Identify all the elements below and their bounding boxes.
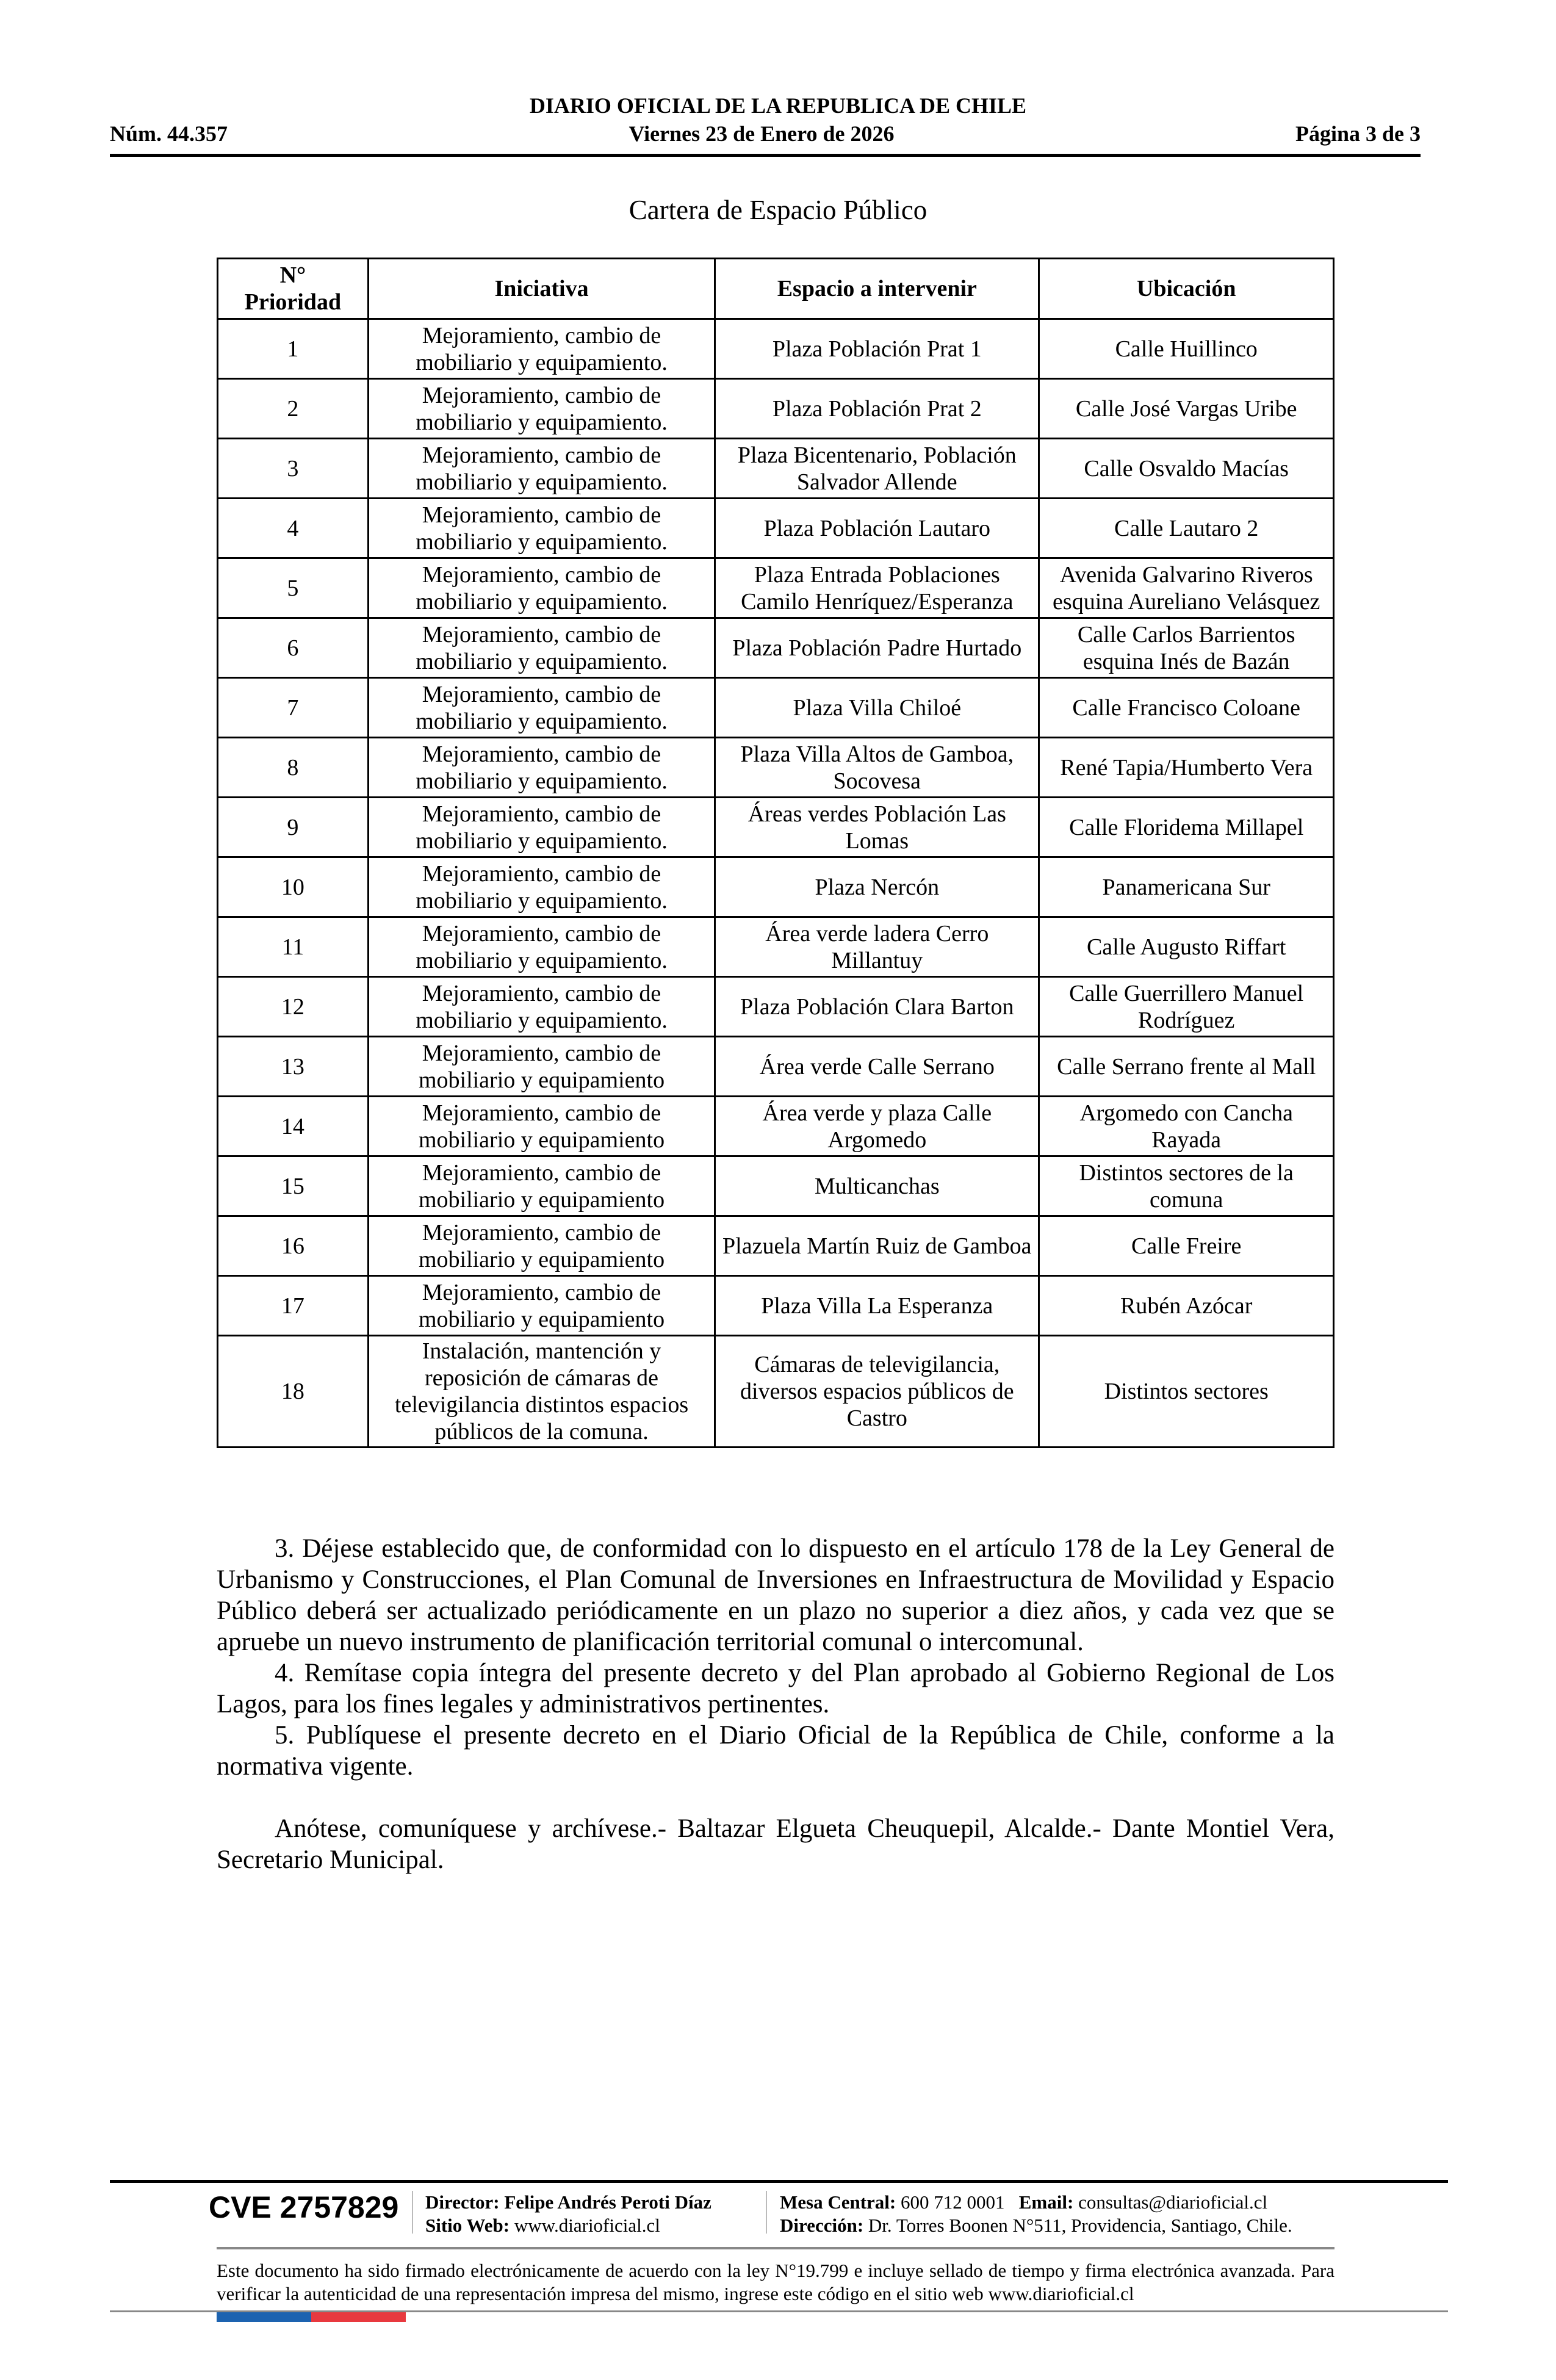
space-cell: Plaza Población Prat 1: [715, 319, 1039, 379]
initiative-cell: Mejoramiento, cambio de mobiliario y equipamiento.: [368, 798, 715, 857]
space-cell: Plaza Villa Altos de Gamboa, Socovesa: [715, 738, 1039, 798]
location-cell: Calle Francisco Coloane: [1039, 678, 1334, 738]
space-cell: Plaza Nercón: [715, 857, 1039, 917]
table-row: [218, 379, 1334, 439]
space-cell: Plaza Población Prat 2: [715, 379, 1039, 439]
initiative-cell: Mejoramiento, cambio de mobiliario y equipamiento: [368, 1156, 715, 1216]
address: Dr. Torres Boonen N°511, Providencia, Santiago, Chile.: [868, 2215, 1292, 2236]
initiative-cell: Mejoramiento, cambio de mobiliario y equipamiento.: [368, 977, 715, 1037]
space-cell: Plazuela Martín Ruiz de Gamboa: [715, 1216, 1039, 1276]
initiative-cell: Mejoramiento, cambio de mobiliario y equipamiento.: [368, 319, 715, 379]
paragraph-5: 5. Publíquese el presente decreto en el Diario Oficial de la República de Chile, conforme a la normativa vigente.: [217, 1721, 1334, 1781]
issue-number: Núm. 44.357: [110, 121, 228, 146]
table-row: [218, 1037, 1334, 1097]
web-link[interactable]: www.diarioficial.cl: [514, 2215, 660, 2236]
space-cell: Plaza Villa La Esperanza: [715, 1276, 1039, 1336]
location-cell: Rubén Azócar: [1039, 1276, 1334, 1336]
email-label: Email:: [1018, 2191, 1074, 2213]
space-cell: Plaza Villa Chiloé: [715, 678, 1039, 738]
space-cell: Área verde y plaza Calle Argomedo: [715, 1097, 1039, 1156]
space-cell: Multicanchas: [715, 1156, 1039, 1216]
space-cell: Cámaras de televigilancia, diversos espacios públicos de Castro: [715, 1336, 1039, 1448]
location-cell: Calle Carlos Barrientos esquina Inés de Bazán: [1039, 618, 1334, 678]
issue-date: Viernes 23 de Enero de 2026: [629, 121, 895, 146]
priority-cell: 17: [218, 1276, 369, 1336]
col-initiative: Iniciativa: [368, 259, 715, 319]
priority-cell: 13: [218, 1037, 369, 1097]
table-row: [218, 917, 1334, 977]
priority-cell: 14: [218, 1097, 369, 1156]
location-cell: Calle Lautaro 2: [1039, 499, 1334, 558]
legal-notice: Este documento ha sido firmado electrónicamente de acuerdo con la ley N°19.799 e incluye sellado de tiempo y firma electrónica avanzada. Para verificar la autenticidad de una representación impresa del mismo, ingrese este código en el sitio web www.diarioficial.cl: [217, 2260, 1334, 2304]
location-cell: Calle Huillinco: [1039, 319, 1334, 379]
initiative-cell: Mejoramiento, cambio de mobiliario y equipamiento: [368, 1216, 715, 1276]
location-cell: Distintos sectores de la comuna: [1039, 1156, 1334, 1216]
initiative-cell: Instalación, mantención y reposición de cámaras de televigilancia distintos espacios públicos de la comuna.: [368, 1336, 715, 1448]
director-label: Director:: [425, 2191, 500, 2213]
location-cell: Calle Osvaldo Macías: [1039, 439, 1334, 499]
initiative-cell: Mejoramiento, cambio de mobiliario y equipamiento.: [368, 917, 715, 977]
table-row: [218, 618, 1334, 678]
location-cell: Calle José Vargas Uribe: [1039, 379, 1334, 439]
initiative-cell: Mejoramiento, cambio de mobiliario y equipamiento.: [368, 439, 715, 499]
table-row: [218, 1336, 1334, 1448]
table-row: [218, 798, 1334, 857]
footer-director-block: [425, 2191, 711, 2237]
priority-cell: 15: [218, 1156, 369, 1216]
cve-code: CVE 2757829: [209, 2190, 399, 2224]
col-location: Ubicación: [1039, 259, 1334, 319]
space-cell: Plaza Población Padre Hurtado: [715, 618, 1039, 678]
initiative-cell: Mejoramiento, cambio de mobiliario y equipamiento: [368, 1097, 715, 1156]
table-row: [218, 1097, 1334, 1156]
location-cell: Calle Floridema Millapel: [1039, 798, 1334, 857]
email-link[interactable]: consultas@diarioficial.cl: [1078, 2191, 1268, 2213]
priority-cell: 5: [218, 558, 369, 618]
director-name: Felipe Andrés Peroti Díaz: [504, 2191, 711, 2213]
table-header-row: [218, 259, 1334, 319]
table-row: [218, 499, 1334, 558]
table-row: [218, 1156, 1334, 1216]
space-cell: Área verde ladera Cerro Millantuy: [715, 917, 1039, 977]
location-cell: Calle Serrano frente al Mall: [1039, 1037, 1334, 1097]
space-cell: Plaza Población Lautaro: [715, 499, 1039, 558]
initiative-cell: Mejoramiento, cambio de mobiliario y equipamiento.: [368, 379, 715, 439]
initiative-cell: Mejoramiento, cambio de mobiliario y equipamiento.: [368, 499, 715, 558]
priority-cell: 3: [218, 439, 369, 499]
location-cell: Calle Freire: [1039, 1216, 1334, 1276]
decree-text: [217, 1533, 1334, 1875]
priority-cell: 2: [218, 379, 369, 439]
paragraph-4: 4. Remítase copia íntegra del presente decreto y del Plan aprobado al Gobierno Regional de Los Lagos, para los fines legales y administrativos pertinentes.: [217, 1659, 1334, 1718]
priority-cell: 10: [218, 857, 369, 917]
initiative-cell: Mejoramiento, cambio de mobiliario y equipamiento.: [368, 618, 715, 678]
location-cell: Avenida Galvarino Riveros esquina Aureliano Velásquez: [1039, 558, 1334, 618]
space-cell: Áreas verdes Población Las Lomas: [715, 798, 1039, 857]
location-cell: Calle Augusto Riffart: [1039, 917, 1334, 977]
initiative-cell: Mejoramiento, cambio de mobiliario y equipamiento: [368, 1037, 715, 1097]
col-priority: N° Prioridad: [218, 259, 369, 319]
priority-cell: 6: [218, 618, 369, 678]
header-row: [110, 121, 1421, 146]
footer-separator: [412, 2191, 413, 2234]
priority-cell: 7: [218, 678, 369, 738]
initiative-cell: Mejoramiento, cambio de mobiliario y equipamiento.: [368, 857, 715, 917]
location-cell: Argomedo con Cancha Rayada: [1039, 1097, 1334, 1156]
table-row: [218, 1276, 1334, 1336]
priority-cell: 12: [218, 977, 369, 1037]
flag-red-bar: [311, 2312, 406, 2322]
priority-cell: 8: [218, 738, 369, 798]
table-row: [218, 558, 1334, 618]
table-row: [218, 738, 1334, 798]
mesa-label: Mesa Central:: [780, 2191, 896, 2213]
address-label: Dirección:: [780, 2215, 864, 2236]
location-cell: René Tapia/Humberto Vera: [1039, 738, 1334, 798]
priority-cell: 1: [218, 319, 369, 379]
footer-divider: [110, 2180, 1448, 2183]
footer-divider-2: [217, 2247, 1334, 2249]
table-row: [218, 1216, 1334, 1276]
table-row: [218, 678, 1334, 738]
projects-table: [217, 258, 1334, 1448]
location-cell: Panamericana Sur: [1039, 857, 1334, 917]
priority-cell: 9: [218, 798, 369, 857]
section-title: Cartera de Espacio Público: [629, 195, 927, 225]
priority-cell: 16: [218, 1216, 369, 1276]
initiative-cell: Mejoramiento, cambio de mobiliario y equipamiento.: [368, 738, 715, 798]
space-cell: Plaza Bicentenario, Población Salvador Allende: [715, 439, 1039, 499]
table-row: [218, 977, 1334, 1037]
web-label: Sitio Web:: [425, 2215, 510, 2236]
table-body: [218, 319, 1334, 1448]
signature-paragraph: Anótese, comuníquese y archívese.- Baltazar Elgueta Cheuquepil, Alcalde.- Dante Montiel Vera, Secretario Municipal.: [217, 1814, 1334, 1874]
footer-separator: [766, 2191, 767, 2234]
table-row: [218, 857, 1334, 917]
space-cell: Plaza Población Clara Barton: [715, 977, 1039, 1037]
flag-blue-bar: [217, 2312, 311, 2322]
page-number: Página 3 de 3: [1295, 121, 1421, 146]
location-cell: Calle Guerrillero Manuel Rodríguez: [1039, 977, 1334, 1037]
initiative-cell: Mejoramiento, cambio de mobiliario y equipamiento: [368, 1276, 715, 1336]
initiative-cell: Mejoramiento, cambio de mobiliario y equipamiento.: [368, 558, 715, 618]
mesa-phone: 600 712 0001: [901, 2191, 1005, 2213]
header-divider: [110, 154, 1421, 157]
col-space: Espacio a intervenir: [715, 259, 1039, 319]
table-row: [218, 319, 1334, 379]
paragraph-3: 3. Déjese establecido que, de conformidad con lo dispuesto en el artículo 178 de la Ley General de Urbanismo y Construcciones, el Plan Comunal de Inversiones en Infraestructura de Movilidad y Espacio Público deberá ser actualizado periódicamente en un plazo no superior a diez años, y cada vez que se apruebe un nuevo instrumento de planificación territorial comunal o intercomunal.: [217, 1534, 1334, 1656]
priority-cell: 18: [218, 1336, 369, 1448]
footer-contact-block: [780, 2191, 1292, 2237]
newspaper-title: DIARIO OFICIAL DE LA REPUBLICA DE CHILE: [529, 93, 1027, 118]
priority-cell: 11: [218, 917, 369, 977]
location-cell: Distintos sectores: [1039, 1336, 1334, 1448]
initiative-cell: Mejoramiento, cambio de mobiliario y equipamiento.: [368, 678, 715, 738]
space-cell: Plaza Entrada Poblaciones Camilo Henríquez/Esperanza: [715, 558, 1039, 618]
priority-cell: 4: [218, 499, 369, 558]
space-cell: Área verde Calle Serrano: [715, 1037, 1039, 1097]
table-row: [218, 439, 1334, 499]
